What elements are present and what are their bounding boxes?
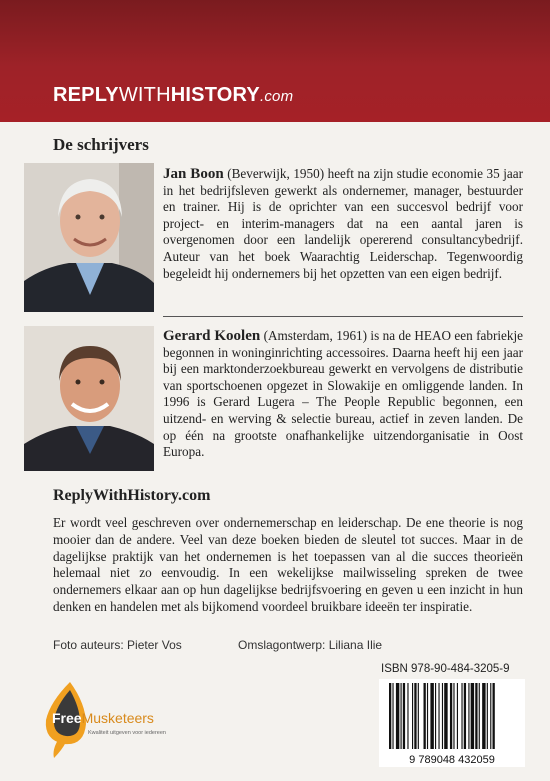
barcode-bar <box>438 683 439 749</box>
author-name: Gerard Koolen <box>163 328 261 344</box>
barcode-bar <box>471 683 474 749</box>
photo-credit: Foto auteurs: Pieter Vos <box>53 638 182 652</box>
barcode-bar <box>389 683 391 749</box>
author-bio-jan-boon: Jan Boon (Beverwijk, 1950) heeft na zijn studie economie 35 jaar in het bedrijfsleven gewerkt als ondernemer, manager, bestuurder en trainer. Hij is de oprichter van een succesvol bedrijf voor project- en interim-managers dat na een aantal jaren is overgenomen door een landelijk opererend consultancybedrijf. Auteur van het boek Waarachtig Leiderschap. Tegenwoordig begeleidt hij ondernemers bij het opzetten van een eigen bedrijf. <box>163 166 523 281</box>
author-photo-gerard-koolen <box>24 326 154 471</box>
barcode-bar <box>424 683 426 749</box>
author-photo-jan-boon <box>24 163 154 312</box>
barcode-bar <box>479 683 480 749</box>
isbn-barcode <box>379 679 525 767</box>
barcode-bar <box>444 683 447 749</box>
barcode-bar <box>414 683 416 749</box>
book-blurb: Er wordt veel geschreven over ondernemerschap en leiderschap. De ene theorie is nog mooier dan de andere. Veel van deze boeken bieden de sleutel tot succes. Maar in de dagelijkse praktijk van het ondernemen is het toepassen van al die succes theorieën helemaal niet zo eenvoudig. In een wekelijkse mailwisseling spreken de twee ondernemers elkaar aan op hun dagelijkse bedrijfsvoering en geven u een inzicht in hun denken en handelen met als bijkomend voordeel bruikbare ideeën ter inspiratie. <box>53 515 523 614</box>
barcode-bar <box>468 683 469 749</box>
barcode-bar <box>475 683 477 749</box>
barcode-bar <box>464 683 466 749</box>
barcode-bar <box>430 683 433 749</box>
barcode-bar <box>490 683 491 749</box>
barcode-bar <box>392 683 393 749</box>
site-heading: ReplyWithHistory.com <box>53 487 211 504</box>
barcode-bar <box>461 683 462 749</box>
barcode-bar <box>457 683 458 749</box>
barcode-bar <box>396 683 399 749</box>
publisher-name: FreeMusketeers <box>52 710 154 726</box>
barcode-bar <box>493 683 495 749</box>
barcode-bar <box>427 683 428 749</box>
barcode-digits: 9 789048 432059 <box>409 754 495 766</box>
barcode-bar <box>403 683 405 749</box>
author-name: Jan Boon <box>163 166 224 182</box>
barcode-bar <box>453 683 454 749</box>
divider <box>163 316 523 317</box>
barcode-bar <box>450 683 452 749</box>
brand-logo: REPLYWITHHISTORY.com <box>53 84 294 106</box>
barcode-bar <box>442 683 443 749</box>
barcode-bar <box>407 683 408 749</box>
cover-credit: Omslagontwerp: Liliana Ilie <box>238 638 383 652</box>
isbn-label: ISBN 978-90-484-3205-9 <box>381 663 510 675</box>
publisher-tagline: Kwaliteit uitgeven voor iedereen <box>88 730 166 736</box>
barcode-bar <box>418 683 419 749</box>
barcode-bar <box>487 683 488 749</box>
publisher-logo <box>40 680 200 765</box>
author-bio-gerard-koolen: Gerard Koolen (Amsterdam, 1961) is na de HEAO een fabriekje begonnen in woninginrichting accessoires. Daarna heeft hij een jaar bij een marktonderzoekbureau gewerkt en vervolgens de distributie van sportschoenen opgezet in Slowakije en omliggende landen. In 1996 is Gerard Lugera – The People Republic begonnen, een uitzend- en werving & selectie bureau, actief in zeven landen. De op één na grootste onafhankelijke uitzendorganisatie in Oost Europa. <box>163 328 523 460</box>
barcode-bar <box>412 683 413 749</box>
barcode-bar <box>482 683 485 749</box>
barcode-bar <box>435 683 436 749</box>
barcode-bar <box>401 683 402 749</box>
section-title: De schrijvers <box>53 135 149 154</box>
